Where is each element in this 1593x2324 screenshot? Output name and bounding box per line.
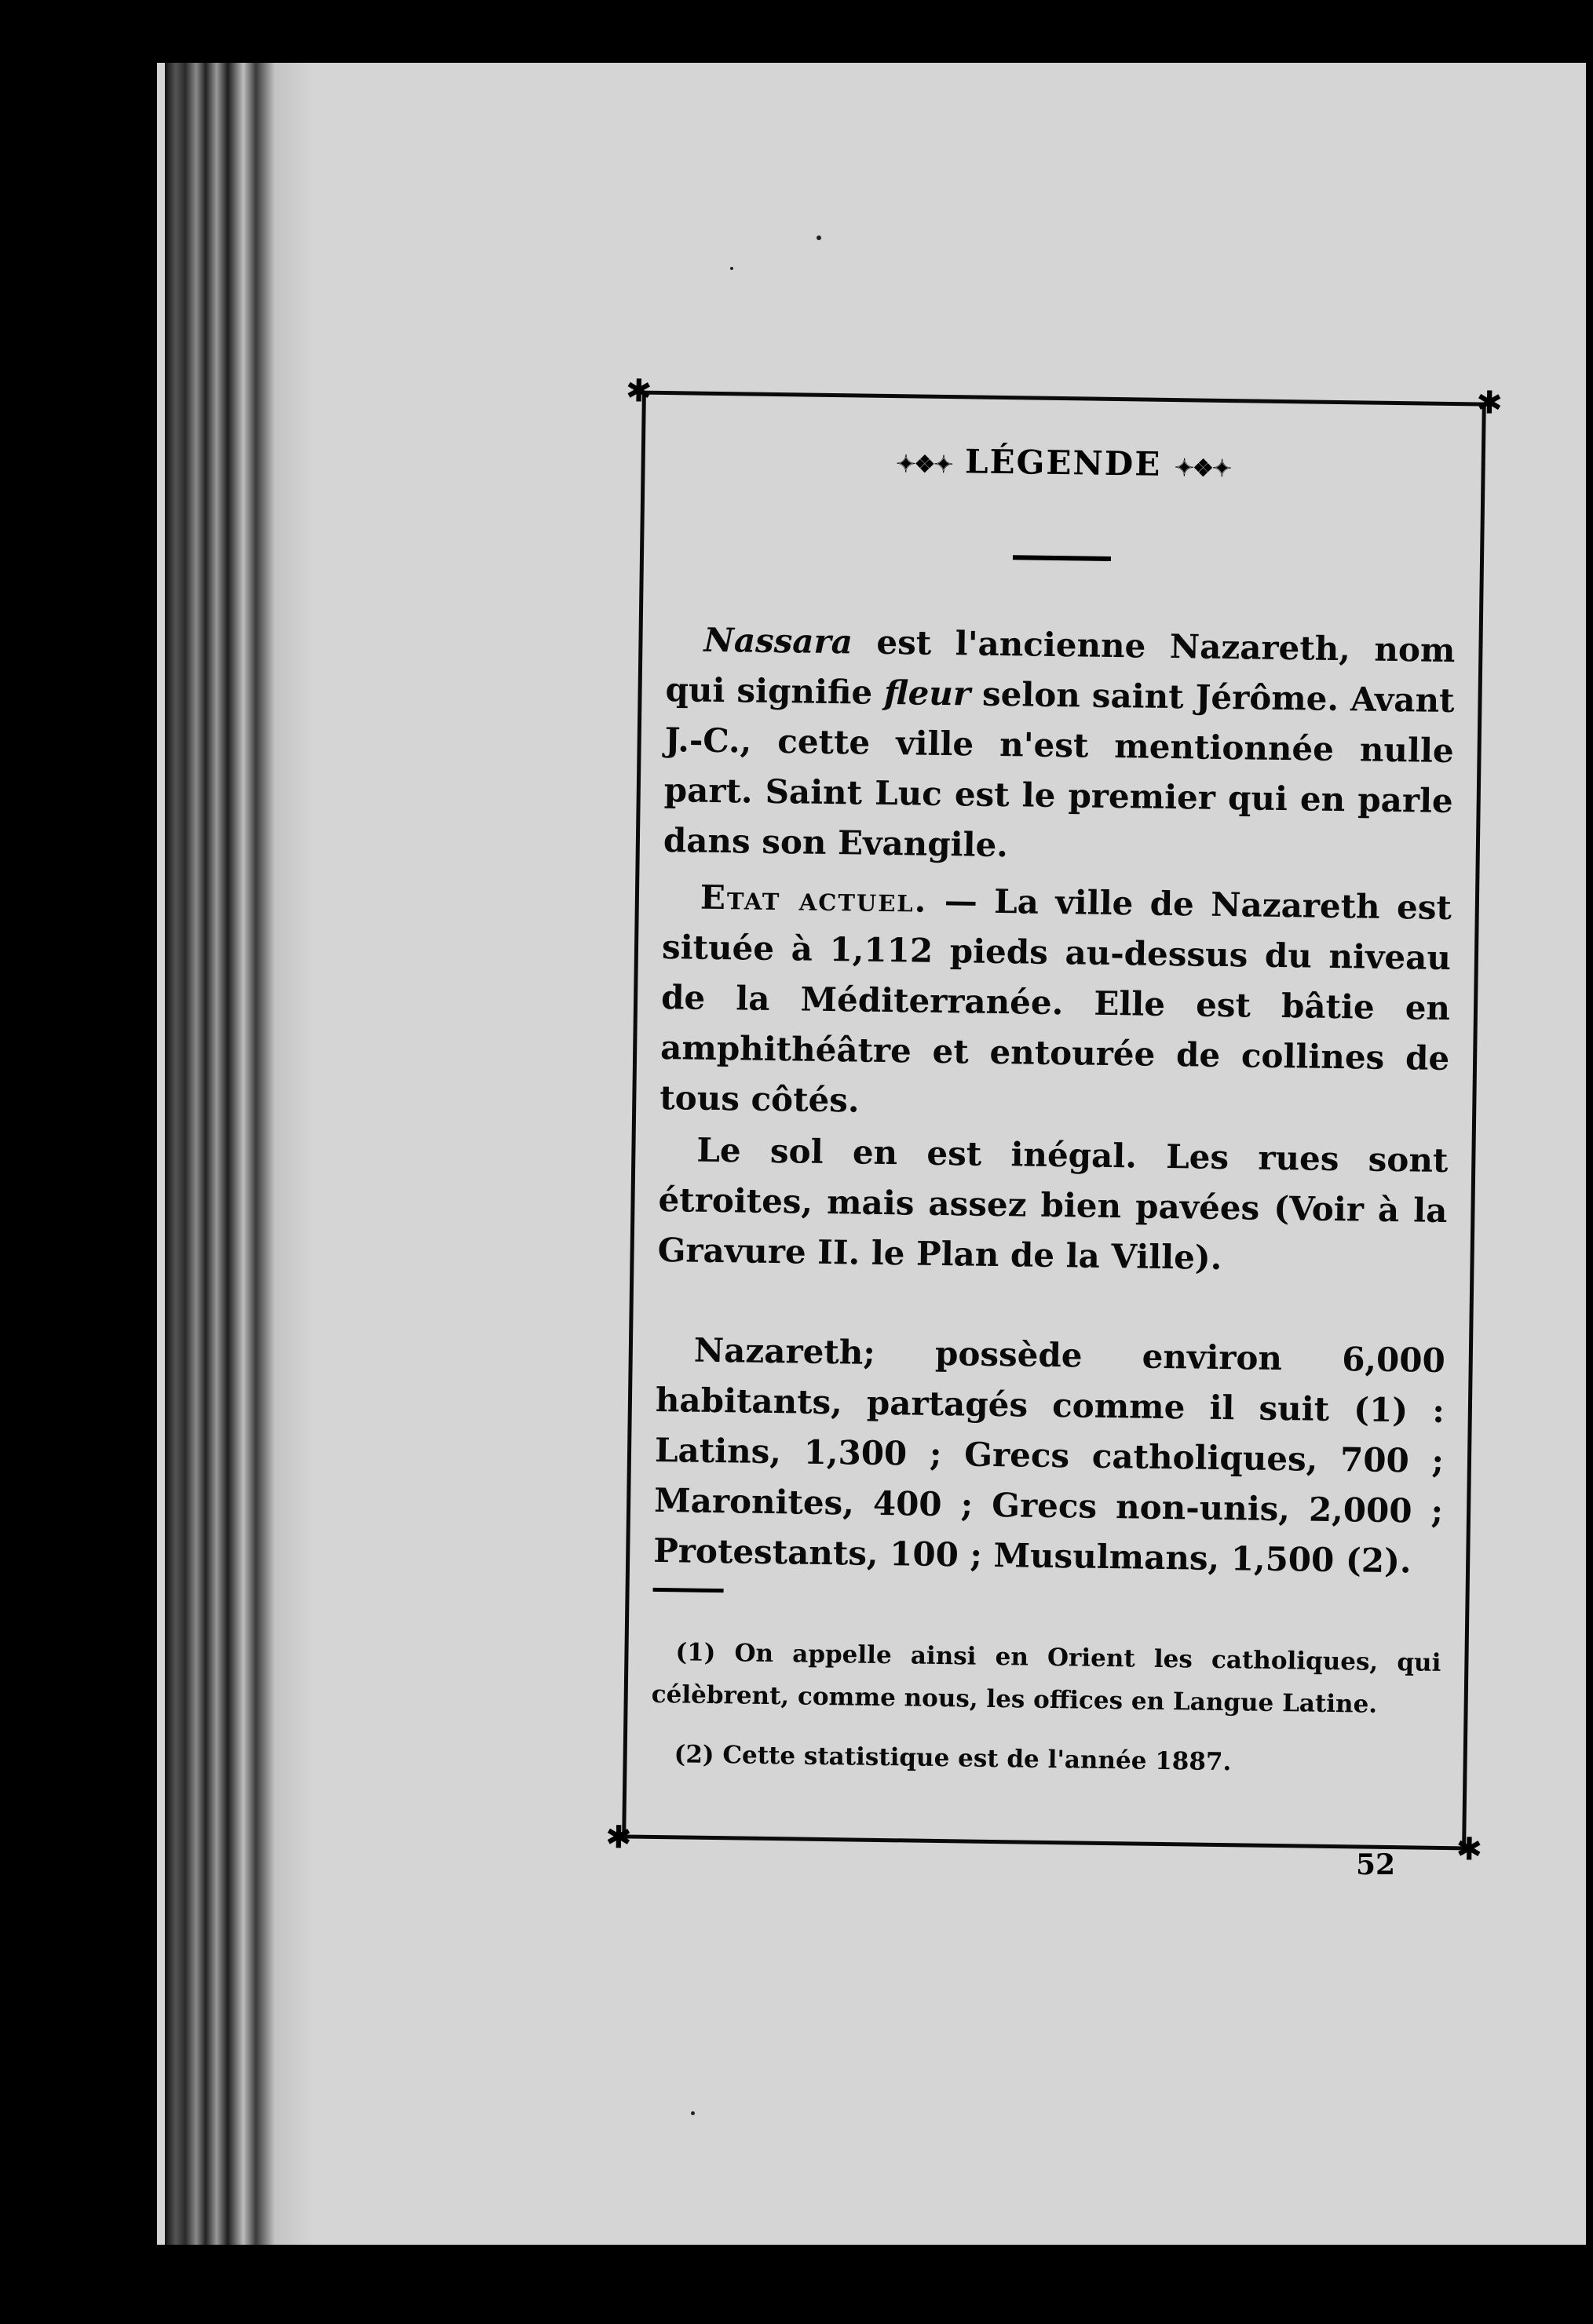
ornament-left-icon: ✦❖✦ xyxy=(895,451,952,480)
footnote-rule xyxy=(653,1588,724,1593)
page-number: 52 xyxy=(1356,1848,1396,1881)
footnote-1: (1) On appelle ainsi en Orient les catholiques, qui célèbrent, comme nous, les offices en Langue Latine. xyxy=(651,1638,1441,1719)
paragraph-population xyxy=(653,1325,1445,1587)
corner-ornament-icon: ✱ xyxy=(1456,1831,1483,1868)
paragraph-text: Le sol en est inégal. Les rues sont étroites, mais assez bien pavées (Voir à la Gravure II. le Plan de la Ville). xyxy=(657,1130,1449,1278)
section-lead: Etat actuel. xyxy=(700,877,928,920)
heading-rule xyxy=(1013,555,1111,561)
corner-ornament-icon: ✱ xyxy=(1475,385,1503,421)
paper-speck xyxy=(817,235,821,240)
ornament-right-icon: ✦❖✦ xyxy=(1174,454,1231,483)
italic-term: Nassara xyxy=(703,620,853,662)
italic-term: fleur xyxy=(883,673,971,713)
paragraph-text: — La ville de Nazareth est située à 1,112 pieds au-dessus du niveau de la Méditerranée. Elle est bâtie en amphithéâtre et entourée de collines de tous côtés. xyxy=(659,881,1452,1120)
paragraph-text: est l'ancienne Nazareth, nom qui signifie xyxy=(665,622,1456,712)
paper-speck xyxy=(691,2111,695,2115)
page-title xyxy=(645,438,1482,488)
heading-text: LÉGENDE xyxy=(964,442,1162,483)
paragraph-text: Nazareth; possède environ 6,000 habitants, partagés comme il suit (1) : Latins, 1,300 ; Grecs catholiques, 700 ; Maronites, 400 ; Grecs non-unis, 2,000 ; Protestants, 100 ; Musulmans, 1,500 (2). xyxy=(652,1330,1446,1581)
paragraph-text: selon saint Jérôme. Avant J.-C., cette ville n'est mentionnée nulle part. Saint Luc est le premier qui en parle dans son Evangile. xyxy=(663,674,1455,865)
paragraph-current-state xyxy=(659,872,1452,1134)
footnote-2: (2) Cette statistique est de l'année 1887. xyxy=(674,1740,1232,1777)
paragraph-origin xyxy=(663,615,1455,877)
paper-speck xyxy=(730,267,733,270)
corner-ornament-icon: ✱ xyxy=(605,1819,633,1856)
paragraph-streets xyxy=(657,1125,1449,1286)
corner-ornament-icon: ✱ xyxy=(625,373,652,410)
book-spine-edge xyxy=(165,63,314,2245)
